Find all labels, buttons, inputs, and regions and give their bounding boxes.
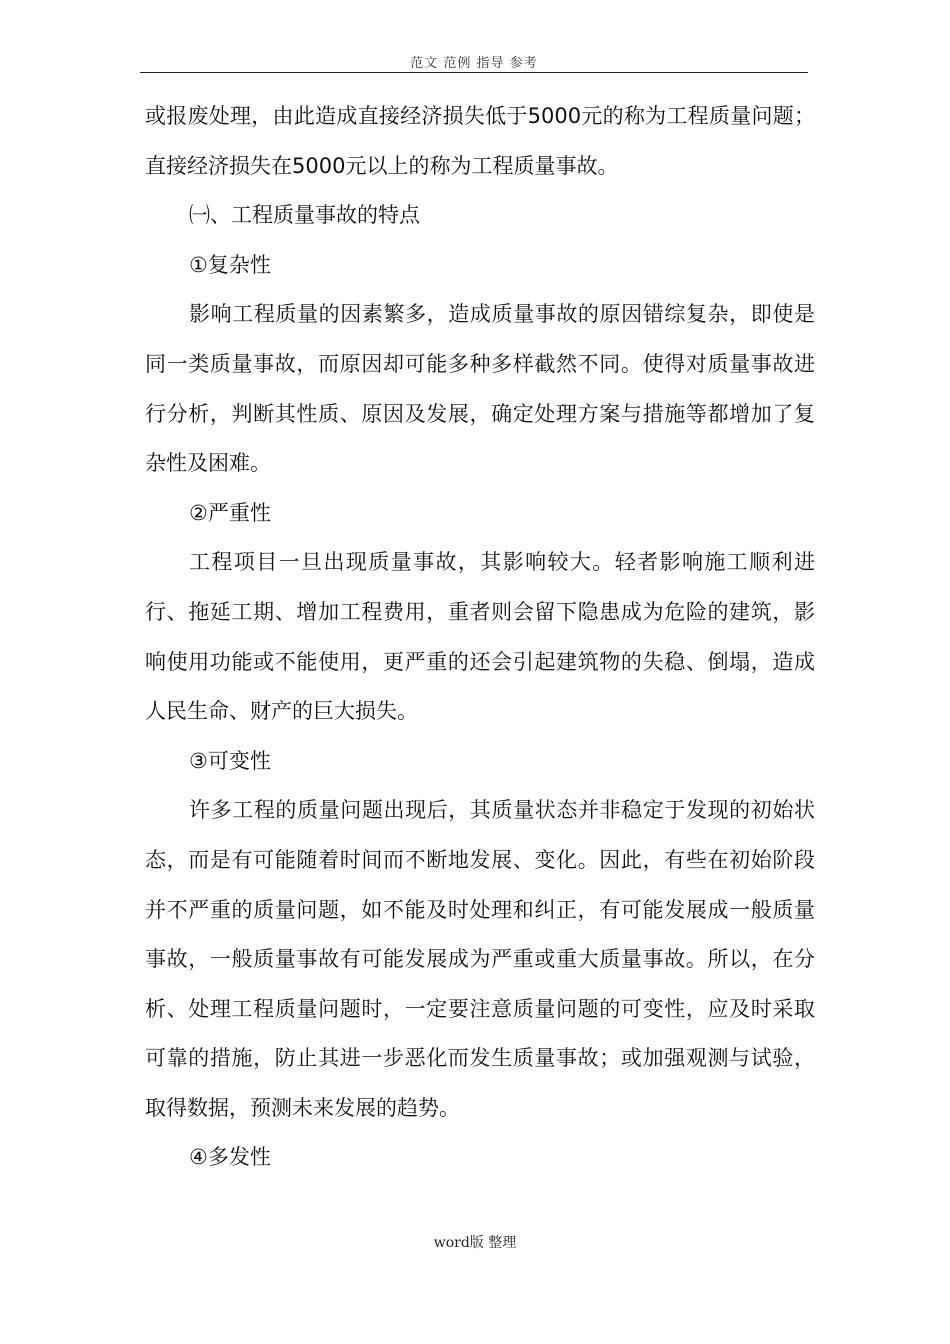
page-footer: word版 整理 — [433, 1235, 517, 1251]
subheading-variability: ③可变性 — [189, 748, 271, 773]
paragraph: 工程项目一旦出现质量事故，其影响较大。轻者影响施工顺利进行、拖延工期、增加工程费用，重者则会留下隐患成为危险的建筑，影响使用功能或不能使用，更严重的还会引起建筑物的失稳、倒塌，造成人民生命、财产的巨大损失。 — [145, 550, 815, 724]
paragraph: 影响工程质量的因素繁多，造成质量事故的原因错综复杂，即使是同一类质量事故，而原因却可能多种多样截然不同。使得对质量事故进行分析，判断其性质、原因及发展，确定处理方案与措施等都增加了复杂性及困难。 — [145, 302, 815, 476]
subheading-severity: ②严重性 — [189, 500, 271, 525]
section-heading: ㈠、工程质量事故的特点 — [189, 203, 420, 228]
page-header: 范文 范例 指导 参考 — [140, 52, 808, 73]
paragraph: 许多工程的质量问题出现后，其质量状态并非稳定于发现的初始状态，而是有可能随着时间而不断地发展、变化。因此，有些在初始阶段并不严重的质量问题，如不能及时处理和纠正，有可能发展成一般质量事故，一般质量事故有可能发展成为严重或重大质量事故。所以，在分析、处理工程质量问题时，一定要注意质量问题的可变性，应及时采取可靠的措施，防止其进一步恶化而发生质量事故；或加强观测与试验，取得数据，预测未来发展的趋势。 — [145, 798, 815, 1120]
subheading-frequency: ④多发性 — [189, 1145, 271, 1170]
document-body — [145, 92, 815, 1183]
subheading-complexity: ①复杂性 — [189, 252, 271, 277]
paragraph: 或报废处理，由此造成直接经济损失低于5000元的称为工程质量问题；直接经济损失在5000元以上的称为工程质量事故。 — [145, 104, 815, 178]
